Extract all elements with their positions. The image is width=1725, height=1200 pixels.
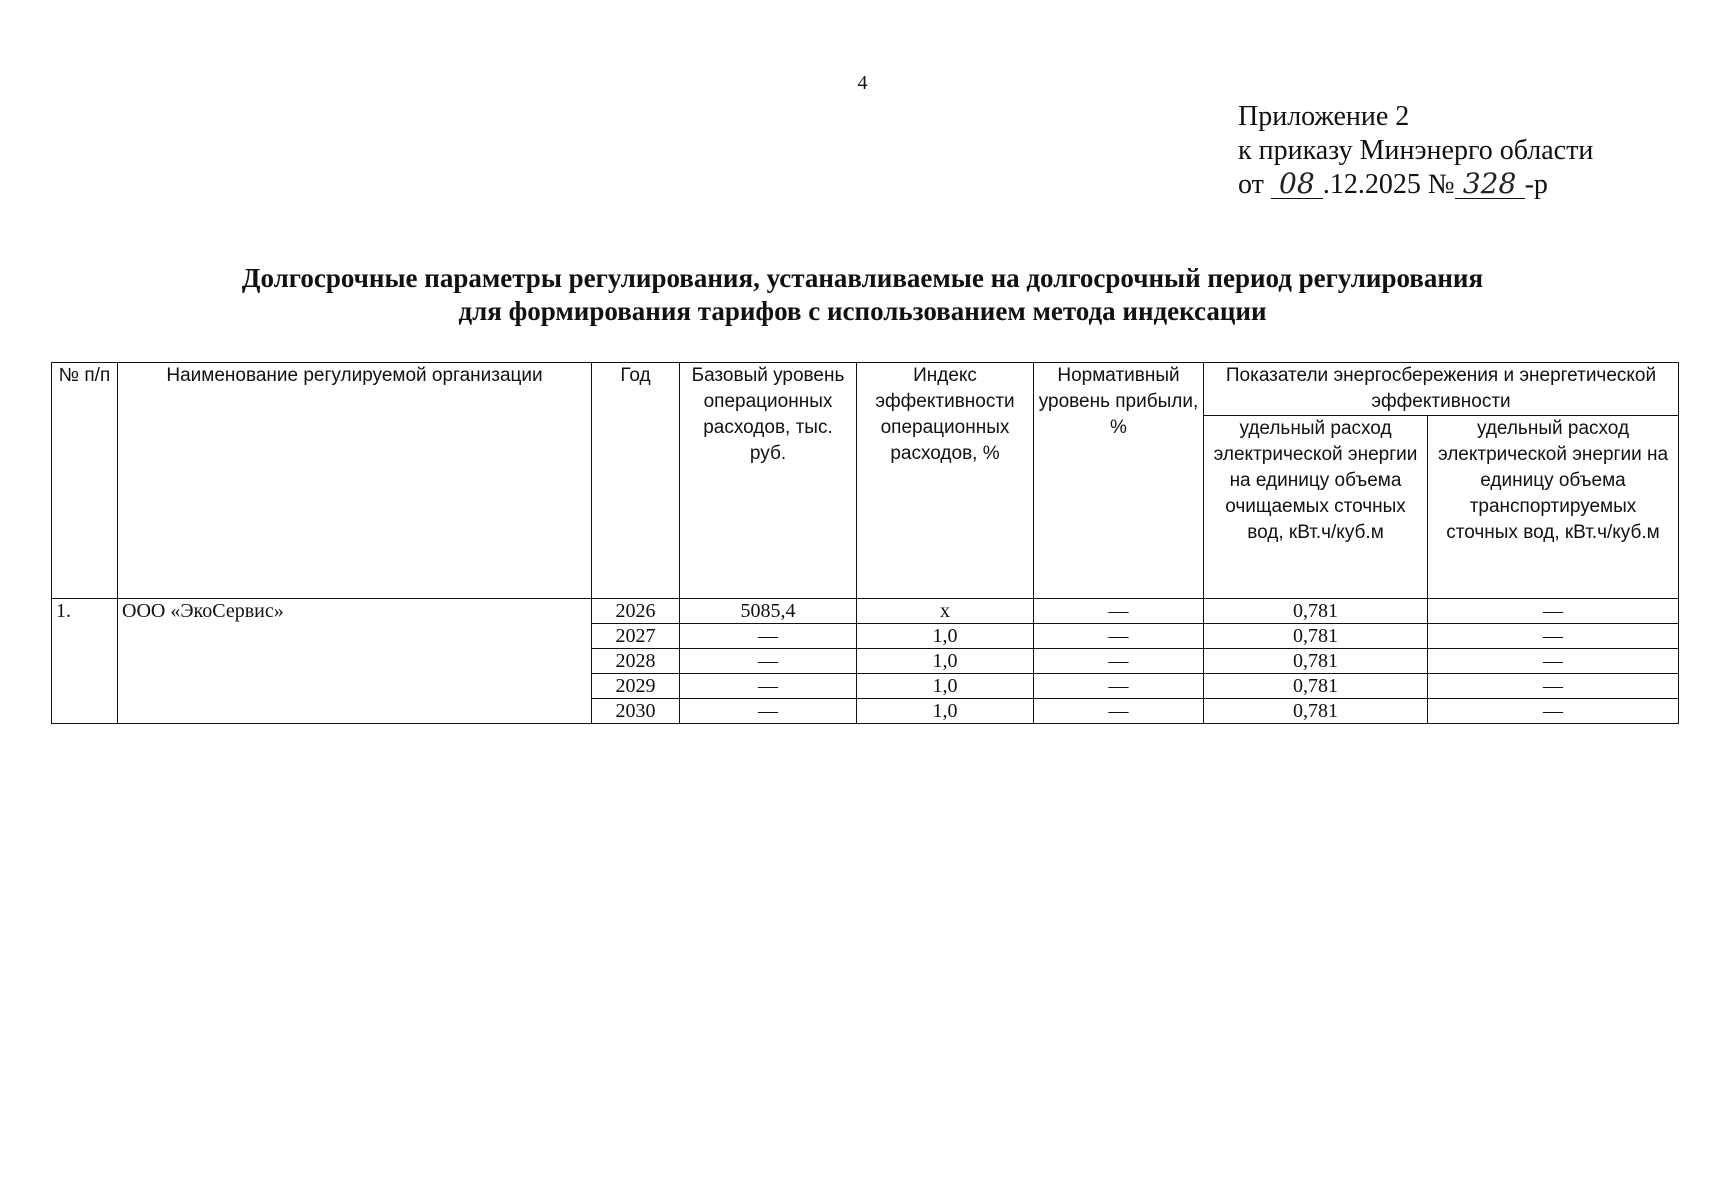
cell-profit: — <box>1034 599 1204 624</box>
title-line-2: для формирования тарифов с использованием метода индексации <box>458 296 1267 326</box>
header-efficiency-index: Индекс эффективности операционных расходов, % <box>857 363 1034 599</box>
header-year: Год <box>592 363 680 599</box>
header-row-1 <box>52 363 1679 416</box>
cell-transported: — <box>1428 649 1679 674</box>
handwritten-order-number: 328 <box>1455 170 1525 199</box>
title-line-1: Долгосрочные параметры регулирования, устанавливаемые на долгосрочный период регулирования <box>241 263 1484 293</box>
header-energy-group: Показатели энергосбережения и энергетической эффективности <box>1204 363 1679 416</box>
cell-index: 1,0 <box>857 649 1034 674</box>
cell-profit: — <box>1034 674 1204 699</box>
cell-profit: — <box>1034 649 1204 674</box>
cell-index: 1,0 <box>857 674 1034 699</box>
appendix-block <box>1238 100 1593 202</box>
order-suffix: -р <box>1524 169 1548 200</box>
cell-year: 2030 <box>592 699 680 724</box>
header-energy-treated: удельный расход электрической энергии на единицу объема очищаемых сточных вод, кВт.ч/куб.м <box>1204 416 1428 599</box>
cell-index: х <box>857 599 1034 624</box>
cell-base: — <box>680 649 857 674</box>
cell-transported: — <box>1428 624 1679 649</box>
cell-treated: 0,781 <box>1204 599 1428 624</box>
page-number: 4 <box>857 72 868 94</box>
cell-year: 2026 <box>592 599 680 624</box>
cell-base: — <box>680 624 857 649</box>
cell-profit: — <box>1034 624 1204 649</box>
cell-base: — <box>680 699 857 724</box>
header-base-opex: Базовый уровень операционных расходов, тыс. руб. <box>680 363 857 599</box>
cell-profit: — <box>1034 699 1204 724</box>
cell-index: 1,0 <box>857 624 1034 649</box>
cell-base: 5085,4 <box>680 599 857 624</box>
parameters-table <box>51 362 1679 724</box>
org-number: 1. <box>52 599 118 724</box>
cell-year: 2027 <box>592 624 680 649</box>
date-prefix: от <box>1238 169 1264 200</box>
header-energy-transported: удельный расход электрической энергии на единицу объема транспортируемых сточных вод, кВт.ч/куб.м <box>1428 416 1679 599</box>
cell-treated: 0,781 <box>1204 699 1428 724</box>
cell-transported: — <box>1428 699 1679 724</box>
cell-base: — <box>680 674 857 699</box>
table-row <box>52 599 1679 624</box>
header-profit-level: Нормативный уровень прибыли, % <box>1034 363 1204 599</box>
appendix-title: Приложение 2 <box>1238 101 1410 132</box>
cell-year: 2028 <box>592 649 680 674</box>
cell-treated: 0,781 <box>1204 674 1428 699</box>
header-num: № п/п <box>52 363 118 599</box>
org-name: ООО «ЭкоСервис» <box>118 599 592 724</box>
cell-index: 1,0 <box>857 699 1034 724</box>
appendix-order-reference: к приказу Минэнерго области <box>1238 135 1594 166</box>
document-title <box>0 262 1725 328</box>
appendix-date-line <box>1238 168 1593 202</box>
cell-treated: 0,781 <box>1204 624 1428 649</box>
header-organization: Наименование регулируемой организации <box>118 363 592 599</box>
cell-transported: — <box>1428 599 1679 624</box>
cell-year: 2029 <box>592 674 680 699</box>
cell-treated: 0,781 <box>1204 649 1428 674</box>
cell-transported: — <box>1428 674 1679 699</box>
handwritten-day: 08 <box>1271 170 1323 199</box>
date-rest: .12.2025 № <box>1322 169 1455 200</box>
